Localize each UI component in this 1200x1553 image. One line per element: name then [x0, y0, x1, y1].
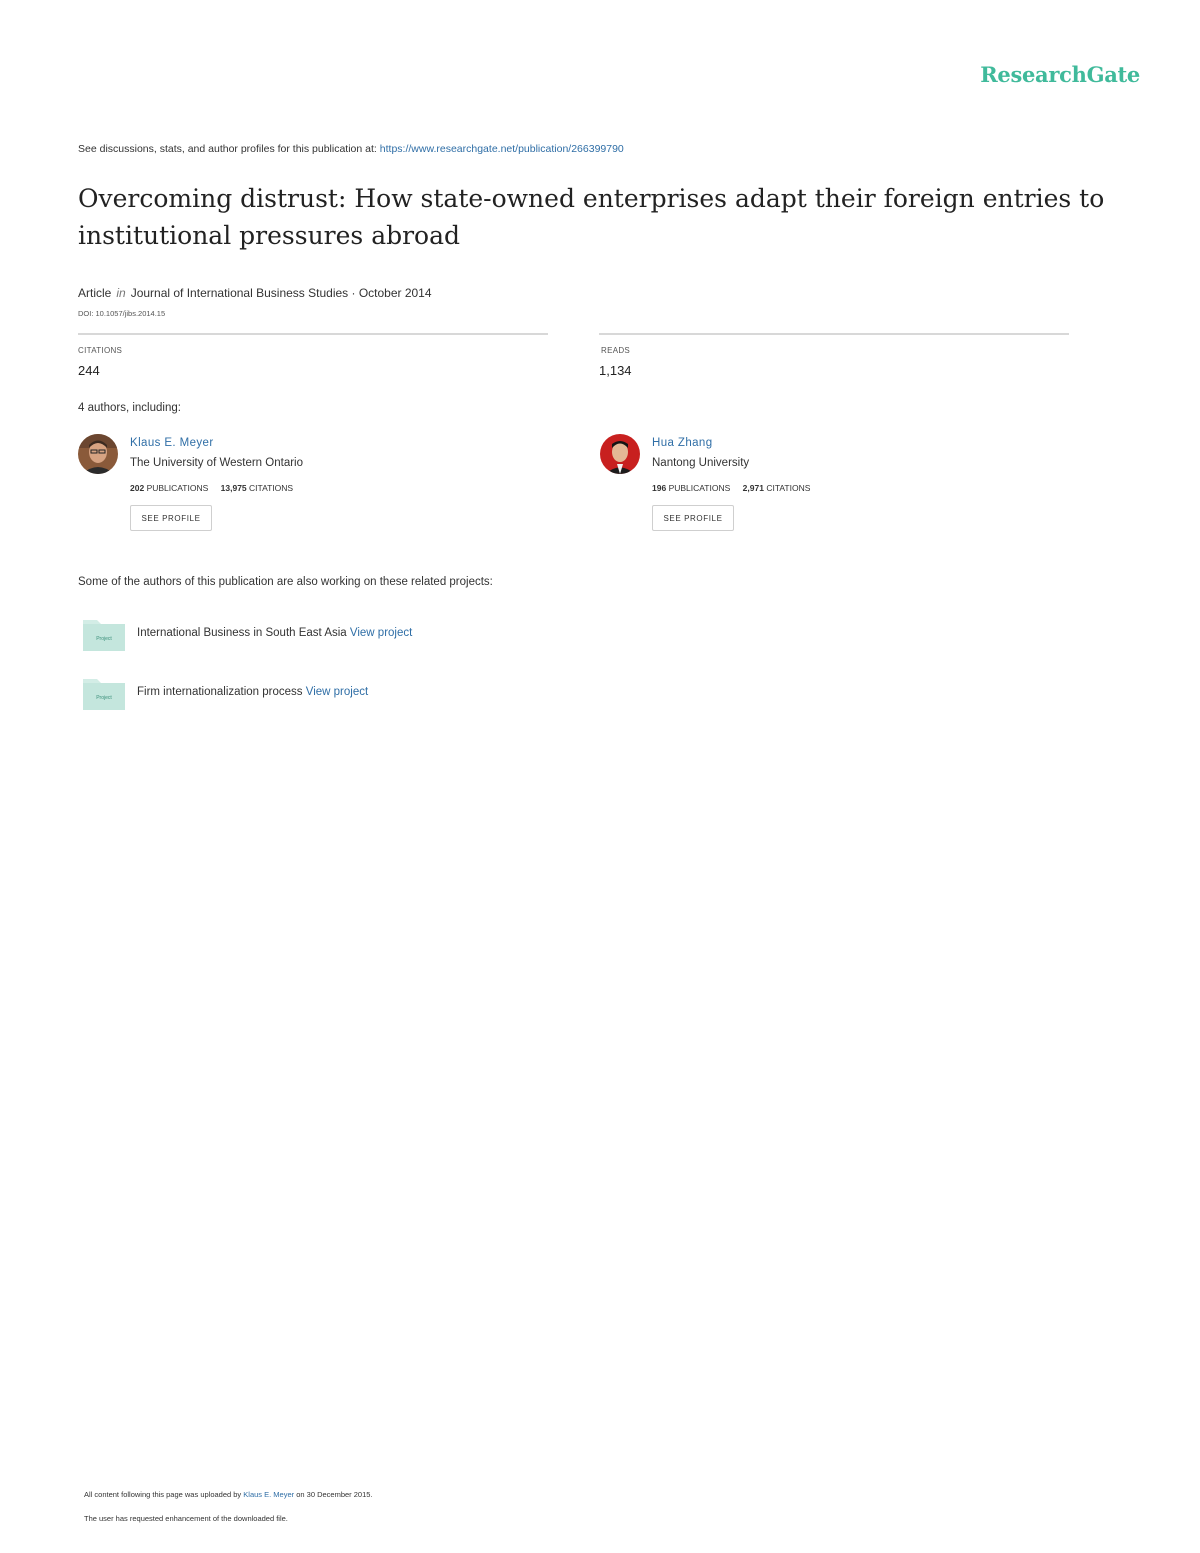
upload-note [84, 1490, 373, 1499]
view-project-link[interactable]: View project [305, 686, 369, 698]
authors-heading: 4 authors, including: [78, 402, 181, 414]
author-citations-label: CITATIONS [766, 483, 811, 493]
avatar[interactable] [78, 434, 118, 474]
list-item [82, 675, 782, 711]
article-type: Article [78, 286, 112, 300]
project-line [137, 686, 368, 698]
author-stats [652, 483, 810, 493]
see-discussions-line [78, 143, 624, 155]
in-label: in [116, 286, 126, 300]
see-profile-button[interactable]: SEE PROFILE [130, 505, 212, 531]
projects-heading: Some of the authors of this publication are also working on these related projects: [78, 576, 493, 588]
author-citations-label: CITATIONS [249, 483, 294, 493]
author-name[interactable]: Klaus E. Meyer [130, 437, 214, 449]
author-stats [130, 483, 293, 493]
citations-divider [78, 333, 548, 335]
see-profile-button[interactable]: SEE PROFILE [652, 505, 734, 531]
avatar[interactable] [600, 434, 640, 474]
upload-suffix: on 30 December 2015. [296, 1490, 373, 1499]
upload-prefix: All content following this page was uploaded by [84, 1490, 242, 1499]
publications-count: 202 [130, 483, 145, 493]
journal-date: Journal of International Business Studies · October 2014 [130, 286, 432, 300]
article-meta [78, 286, 432, 300]
project-title: International Business in South East Asia [137, 627, 347, 639]
doi: DOI: 10.1057/jibs.2014.15 [78, 309, 166, 318]
author-card [78, 434, 538, 544]
reads-divider [599, 333, 1069, 335]
citations-label: CITATIONS [78, 346, 123, 355]
author-photo-icon [78, 434, 118, 474]
project-icon-label: Project [96, 695, 112, 701]
reads-label: READS [601, 346, 631, 355]
enhancement-note: The user has requested enhancement of the downloaded file. [84, 1514, 288, 1523]
author-photo-icon [600, 434, 640, 474]
author-card [600, 434, 1060, 544]
publications-count: 196 [652, 483, 667, 493]
author-citations-count: 2,971 [742, 483, 764, 493]
author-name[interactable]: Hua Zhang [652, 437, 713, 449]
author-institution: Nantong University [652, 457, 750, 469]
author-citations-count: 13,975 [220, 483, 247, 493]
project-folder-icon [82, 675, 126, 711]
project-title: Firm internationalization process [137, 686, 303, 698]
article-title: Overcoming distrust: How state-owned enterprises adapt their foreign entries to institutional pressures abroad [78, 184, 1105, 250]
project-icon-label: Project [96, 636, 112, 642]
author-institution: The University of Western Ontario [130, 457, 303, 469]
publications-label: PUBLICATIONS [668, 483, 731, 493]
uploader-link[interactable]: Klaus E. Meyer [243, 1490, 295, 1499]
project-folder-icon [82, 616, 126, 652]
reads-count: 1,134 [599, 363, 632, 378]
researchgate-logo[interactable]: ResearchGate [980, 62, 1140, 87]
project-line [137, 627, 412, 639]
list-item [82, 616, 782, 652]
publications-label: PUBLICATIONS [146, 483, 209, 493]
publication-link[interactable]: https://www.researchgate.net/publication/266399790 [379, 143, 624, 155]
citations-count: 244 [78, 363, 100, 378]
see-discussions-text: See discussions, stats, and author profiles for this publication at: [78, 143, 377, 155]
view-project-link[interactable]: View project [349, 627, 413, 639]
